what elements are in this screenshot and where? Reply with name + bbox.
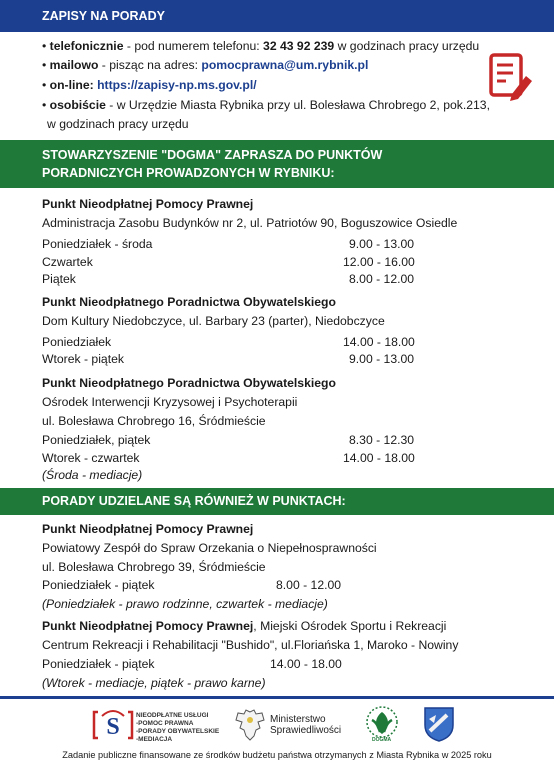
point1-hours-1: 9.00 - 13.00 xyxy=(349,237,415,251)
point1-hours-2: 12.00 - 16.00 xyxy=(343,255,415,269)
point4-hours: 8.00 - 12.00 xyxy=(276,578,342,592)
point5-note: (Wtorek - mediacje, piątek - prawo karne) xyxy=(42,676,266,690)
online-url-link[interactable]: https://zapisy-np.ms.gov.pl/ xyxy=(97,78,257,92)
svg-text:S: S xyxy=(106,714,120,740)
point1-hours-3: 8.00 - 12.00 xyxy=(349,272,415,286)
section-header-dogma xyxy=(0,140,554,188)
point5-name: Punkt Nieodpłatnej Pomocy Prawnej xyxy=(42,619,254,633)
point5-name-line xyxy=(42,619,446,633)
point4-name: Punkt Nieodpłatnej Pomocy Prawnej xyxy=(42,522,254,536)
point1-day-3: Piątek xyxy=(42,272,76,286)
section-header-other-points xyxy=(0,488,554,515)
logo1-line: NIEODPŁATNE USŁUGI xyxy=(136,712,209,719)
point3-day-1: Poniedziałek, piątek xyxy=(42,433,151,447)
phone-number: 32 43 92 239 xyxy=(263,39,335,53)
point5-hours: 14.00 - 18.00 xyxy=(270,657,342,671)
mail-line: • mailowo - pisząc na adres: pomocprawna@um.rybnik.pl xyxy=(42,58,369,72)
logo1-line: -POMOC PRAWNA xyxy=(136,720,194,727)
point2-name: Punkt Nieodpłatnego Poradnictwa Obywatelskiego xyxy=(42,295,336,309)
phone-text: - pod numerem telefonu: xyxy=(123,39,264,53)
free-legal-aid-logo-icon xyxy=(92,708,134,742)
personal-text-2: w godzinach pracy urzędu xyxy=(47,117,189,131)
ministry-logo-text xyxy=(270,714,341,736)
point2-day-1: Poniedziałek xyxy=(42,335,112,349)
section-title-line1: STOWARZYSZENIE "DOGMA" ZAPRASZA DO PUNKTÓW xyxy=(42,148,383,162)
dogma-logo-text: DOGMA xyxy=(372,737,392,743)
personal-text: - w Urzędzie Miasta Rybnika przy ul. Bolesława Chrobrego 2, pok.213, xyxy=(105,98,490,112)
point3-note: (Środa - mediacje) xyxy=(42,468,143,482)
section-title: PORADY UDZIELANE SĄ RÓWNIEŻ W PUNKTACH: xyxy=(42,494,346,508)
phone-label: telefonicznie xyxy=(49,39,124,53)
rybnik-coat-of-arms-icon xyxy=(422,705,456,743)
mail-address-link[interactable]: pomocprawna@um.rybnik.pl xyxy=(201,58,369,72)
personal-label: osobiście xyxy=(49,98,106,112)
point1-name: Punkt Nieodpłatnej Pomocy Prawnej xyxy=(42,197,254,211)
point5-address: Centrum Rekreacji i Rehabilitacji "Bushido", ul.Floriańska 1, Maroko - Nowiny xyxy=(42,638,459,652)
point3-address-2: ul. Bolesława Chrobrego 16, Śródmieście xyxy=(42,414,266,428)
personal-line: • osobiście - w Urzędzie Miasta Rybnika przy ul. Bolesława Chrobrego 2, pok.213, xyxy=(42,98,490,112)
point3-hours-1: 8.30 - 12.30 xyxy=(349,433,415,447)
point2-hours-1: 14.00 - 18.00 xyxy=(343,335,415,349)
point2-day-2: Wtorek - piątek xyxy=(42,352,124,366)
point4-note: (Poniedziałek - prawo rodzinne, czwartek - mediacje) xyxy=(42,597,328,611)
point4-day: Poniedziałek - piątek xyxy=(42,578,155,592)
point1-day-2: Czwartek xyxy=(42,255,93,269)
logo1-line: -MEDIACJA xyxy=(136,736,173,743)
section-title: ZAPISY NA PORADY xyxy=(42,9,165,23)
point3-day-2: Wtorek - czwartek xyxy=(42,451,140,465)
point2-address: Dom Kultury Niedobczyce, ul. Barbary 23 (parter), Niedobczyce xyxy=(42,314,385,328)
footer-divider xyxy=(0,696,554,699)
phone-suffix: w godzinach pracy urzędu xyxy=(334,39,480,53)
mail-text: - pisząc na adres: xyxy=(98,58,202,72)
phone-line: • telefonicznie - pod numerem telefonu: 32 43 92 239 w godzinach pracy urzędu xyxy=(42,39,480,53)
mail-label: mailowo xyxy=(49,58,99,72)
polish-eagle-emblem-icon xyxy=(234,708,266,742)
free-legal-aid-logo-text xyxy=(136,712,219,744)
logo1-line: -PORADY OBYWATELSKIE xyxy=(136,728,220,735)
form-edit-icon xyxy=(488,52,534,104)
online-label: on-line: xyxy=(49,78,94,92)
ministry-line: Ministerstwo xyxy=(270,714,326,725)
section-title-line2: PORADNICZYCH PROWADZONYCH W RYBNIKU: xyxy=(42,166,335,180)
online-line: • on-line: https://zapisy-np.ms.gov.pl/ xyxy=(42,78,257,92)
point4-address-1: Powiatowy Zespół do Spraw Orzekania o Niepełnosprawności xyxy=(42,541,377,555)
section-header-signup xyxy=(0,0,554,32)
point5-day: Poniedziałek - piątek xyxy=(42,657,155,671)
ministry-line: Sprawiedliwości xyxy=(270,725,342,736)
point1-address: Administracja Zasobu Budynków nr 2, ul. Patriotów 90, Boguszowice Osiedle xyxy=(42,216,458,230)
point3-hours-2: 14.00 - 18.00 xyxy=(343,451,415,465)
point2-hours-2: 9.00 - 13.00 xyxy=(349,352,415,366)
point1-day-1: Poniedziałek - środa xyxy=(42,237,153,251)
point3-address-1: Ośrodek Interwencji Kryzysowej i Psychoterapii xyxy=(42,395,298,409)
point5-name-rest: , Miejski Ośrodek Sportu i Rekreacji xyxy=(253,619,447,633)
point4-address-2: ul. Bolesława Chrobrego 39, Śródmieście xyxy=(42,560,266,574)
point3-name: Punkt Nieodpłatnego Poradnictwa Obywatelskiego xyxy=(42,376,336,390)
funding-note: Zadanie publiczne finansowane ze środków budżetu państwa otrzymanych z Miasta Rybnika w 2025 roku xyxy=(62,750,492,760)
